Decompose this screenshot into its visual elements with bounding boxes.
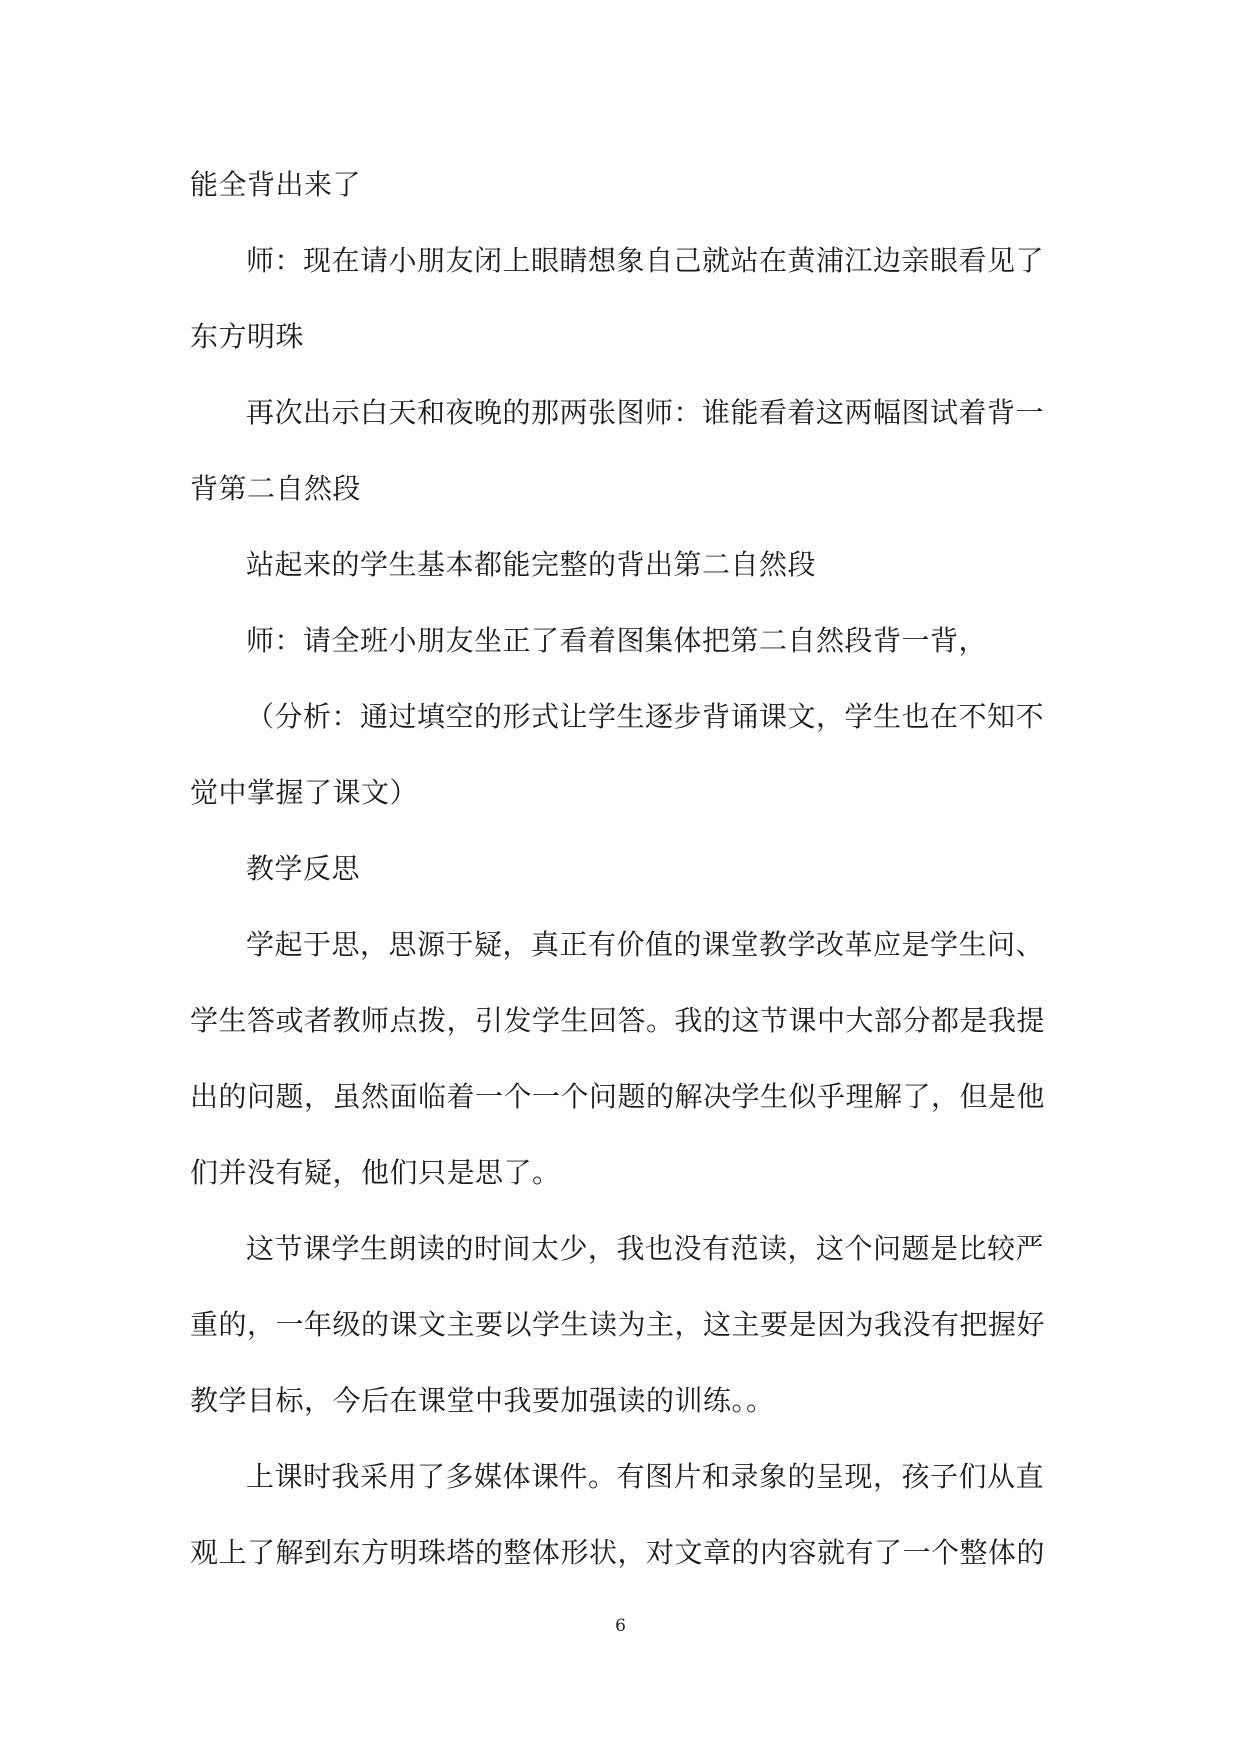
paragraph-1: 能全背出来了	[190, 168, 362, 201]
document-body	[190, 147, 1060, 1591]
paragraph-2: 师：现在请小朋友闭上眼睛想象自己就站在黄浦江边亲眼看见了东方明珠	[190, 244, 1045, 353]
section-heading-reflection: 教学反思	[246, 852, 361, 885]
page-number: 6	[615, 1616, 626, 1636]
paragraph-6: （分析：通过填空的形式让学生逐步背诵课文，学生也在不知不觉中掌握了课文）	[190, 700, 1045, 809]
paragraph-8: 学起于思，思源于疑，真正有价值的课堂教学改革应是学生问、学生答或者教师点拨，引发学生回答。我的这节课中大部分都是我提出的问题，虽然面临着一个一个问题的解决学生似乎理解了，但是他们并没有疑，他们只是思了。	[190, 928, 1046, 1189]
paragraph-3: 再次出示白天和夜晚的那两张图师：谁能看着这两幅图试着背一背第二自然段	[190, 396, 1045, 505]
paragraph-4: 站起来的学生基本都能完整的背出第二自然段	[246, 548, 817, 581]
paragraph-5: 师：请全班小朋友坐正了看着图集体把第二自然段背一背，	[246, 624, 988, 657]
paragraph-10: 上课时我采用了多媒体课件。有图片和录象的呈现，孩子们从直观上了解到东方明珠塔的整体形状，对文章的内容就有了一个整体的	[190, 1460, 1046, 1569]
paragraph-9: 这节课学生朗读的时间太少，我也没有范读，这个问题是比较严重的，一年级的课文主要以学生读为主，这主要是因为我没有把握好教学目标，今后在课堂中我要加强读的训练。。	[190, 1232, 1046, 1417]
